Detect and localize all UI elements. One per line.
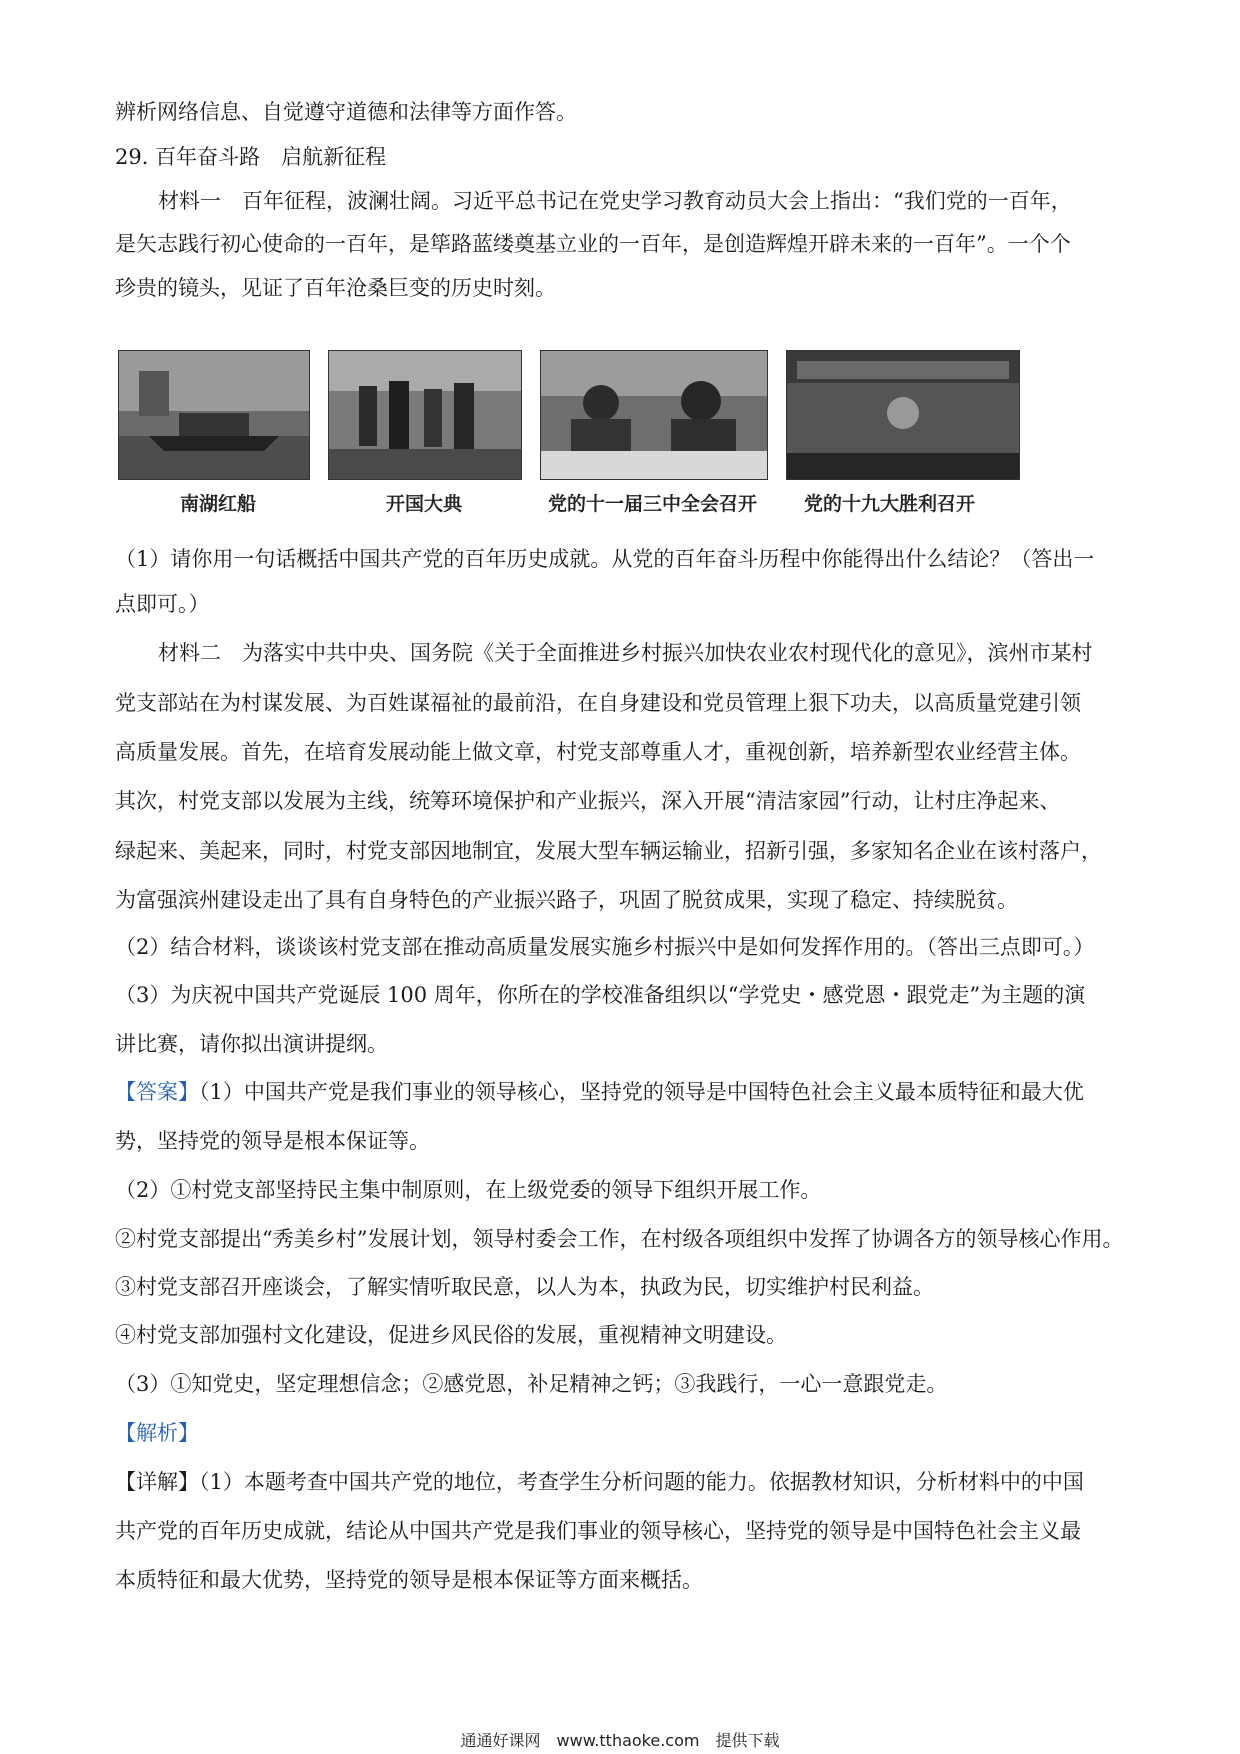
- text-line: （3）为庆祝中国共产党诞辰 100 周年，你所在的学校准备组织以“学党史・感党恩・跟党走”为主题的演: [115, 983, 1086, 1007]
- photo-caption: 党的十九大胜利召开: [804, 493, 976, 515]
- text-line: 其次，村党支部以发展为主线，统筹环境保护和产业振兴，深入开展“清洁家园”行动，让村庄净起来、: [115, 789, 1061, 813]
- text-line: 点即可。）: [115, 592, 210, 616]
- text-line: 是矢志践行初心使命的一百年，是筚路蓝缕奠基立业的一百年，是创造辉煌开辟未来的一百年”。一个个: [115, 232, 1071, 256]
- footer-source: 通通好课网 www.tthaoke.com 提供下载: [460, 1731, 780, 1750]
- text-line: （2）结合材料，谈谈该村党支部在推动高质量发展实施乡村振兴中是如何发挥作用的。（答出三点即可。）: [115, 935, 1095, 959]
- analysis-label: 【解析】: [115, 1421, 199, 1445]
- text-line: 共产党的百年历史成就，结论从中国共产党是我们事业的领导核心，坚持党的领导是中国特色社会主义最: [115, 1519, 1081, 1543]
- photo-19th-congress: [786, 350, 1020, 480]
- text-line: ②村党支部提出“秀美乡村”发展计划，领导村委会工作，在村级各项组织中发挥了协调各方的领导核心作用。: [115, 1227, 1124, 1251]
- detail-label: 【详解】: [115, 1470, 199, 1494]
- detail-line: 【详解】（1）本题考查中国共产党的地位，考查学生分析问题的能力。依据教材知识，分析材料中的中国: [115, 1470, 1084, 1494]
- photo-caption: 开国大典: [386, 493, 463, 515]
- text-line: （3）①知党史，坚定理想信念；②感党恩，补足精神之钙；③我践行，一心一意跟党走。: [115, 1372, 948, 1396]
- text-line: 辨析网络信息、自觉遵守道德和法律等方面作答。: [115, 100, 577, 124]
- text-line: ④村党支部加强村文化建设，促进乡风民俗的发展，重视精神文明建设。: [115, 1323, 787, 1347]
- text-line: 势，坚持党的领导是根本保证等。: [115, 1129, 430, 1153]
- photo-nanhu-boat: [118, 350, 310, 480]
- text-line: 珍贵的镜头，见证了百年沧桑巨变的历史时刻。: [115, 276, 556, 300]
- text-line: 本质特征和最大优势，坚持党的领导是根本保证等方面来概括。: [115, 1568, 703, 1592]
- question-title: 29. 百年奋斗路 启航新征程: [115, 145, 387, 169]
- text-line: 材料一 百年征程，波澜壮阔。习近平总书记在党史学习教育动员大会上指出：“我们党的一百年，: [158, 189, 1072, 213]
- photo-caption: 南湖红船: [180, 493, 257, 515]
- text-line: 讲比赛，请你拟出演讲提纲。: [115, 1032, 388, 1056]
- text-line: 绿起来、美起来，同时，村党支部因地制宜，发展大型车辆运输业，招新引强，多家知名企业在该村落户，: [115, 839, 1102, 863]
- text-line: （1）请你用一句话概括中国共产党的百年历史成就。从党的百年奋斗历程中你能得出什么结论？（答出一: [115, 547, 1095, 571]
- text-line: 高质量发展。首先，在培育发展动能上做文章，村党支部尊重人才，重视创新，培养新型农业经营主体。: [115, 740, 1081, 764]
- photo-strip: [118, 350, 1018, 530]
- answer-line: 【答案】（1）中国共产党是我们事业的领导核心，坚持党的领导是中国特色社会主义最本质特征和最大优: [115, 1080, 1084, 1104]
- text-line: 材料二 为落实中共中央、国务院《关于全面推进乡村振兴加快农业农村现代化的意见》，滨州市某村: [158, 641, 1093, 665]
- photo-third-plenary: [540, 350, 768, 480]
- text-line: 为富强滨州建设走出了具有自身特色的产业振兴路子，巩固了脱贫成果，实现了稳定、持续脱贫。: [115, 888, 1018, 912]
- text-line: （2）①村党支部坚持民主集中制原则，在上级党委的领导下组织开展工作。: [115, 1178, 822, 1202]
- text-line: 党支部站在为村谋发展、为百姓谋福祉的最前沿，在自身建设和党员管理上狠下功夫，以高质量党建引领: [115, 691, 1081, 715]
- answer-label: 【答案】: [115, 1080, 199, 1104]
- photo-caption: 党的十一届三中全会召开: [548, 493, 758, 515]
- text-line: ③村党支部召开座谈会，了解实情听取民意，以人为本，执政为民，切实维护村民利益。: [115, 1275, 934, 1299]
- photo-founding-ceremony: [328, 350, 522, 480]
